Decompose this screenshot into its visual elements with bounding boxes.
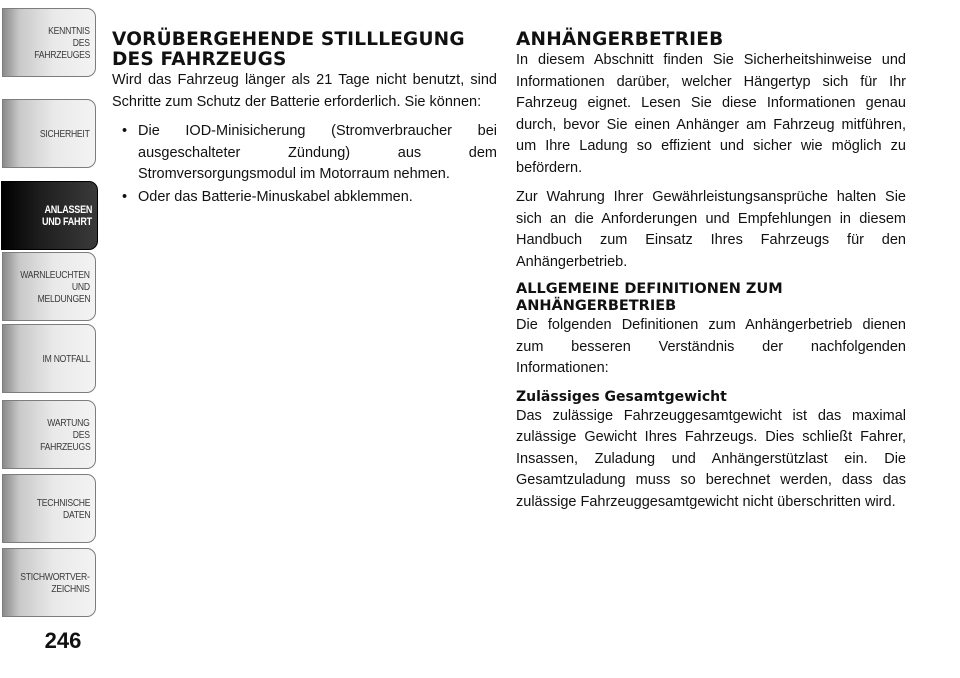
tab-kenntnis-des-fahrzeuges[interactable]: [2, 8, 96, 77]
tab-sicherheit[interactable]: [2, 99, 96, 168]
tab-label-line: FAHRZEUGES: [34, 48, 90, 61]
section-heading: ANHÄNGERBETRIEB: [516, 29, 724, 50]
tab-label-line: STICHWORTVER-: [20, 570, 90, 583]
paragraph: Das zulässige Fahrzeuggesamtgewicht ist das maximal zulässige Gewicht Ihres Fahrzeugs. Dies schließt Fahrer, Insassen, Zuladung und Anhängerstützlast ein. Die Gesamtzuladung muss so berechnet werden, dass das zulässige Fahrzeuggesamtgewicht nicht überschritten wird.: [516, 407, 906, 510]
paragraph: Zur Wahrung Ihrer Gewährleistungsansprüche halten Sie sich an die Anforderungen und Empfehlungen in diesem Handbuch zum Einsatz Ihres Fahrzeugs für den Anhängerbetrieb.: [516, 189, 906, 270]
tab-label-line: FAHRZEUGS: [39, 440, 90, 453]
tab-label-line: MELDUNGEN: [37, 292, 90, 305]
heading-line: DES FAHRZEUGS: [112, 49, 287, 70]
tab-anlassen-und-fahrt[interactable]: [1, 181, 98, 250]
bullet-list: [112, 121, 497, 208]
tab-label-line: UND: [72, 280, 90, 293]
page-number: 246: [44, 628, 82, 653]
paragraph: Die folgenden Definitionen zum Anhängerbetrieb dienen zum besseren Verständnis der nachfolgenden Informationen:: [516, 317, 906, 376]
tab-label-line: DES: [73, 36, 90, 49]
section-vorubergehende-stilllegung: [112, 30, 497, 209]
tab-label-line: DATEN: [62, 508, 90, 521]
tab-label-line: UND FAHRT: [42, 215, 92, 228]
chapter-tab-bar: [0, 0, 100, 600]
tab-label-line: TECHNISCHE: [36, 496, 90, 509]
subsubheading: Zulässiges Gesamtgewicht: [516, 388, 727, 405]
list-item: • Oder das Batterie-Minuskabel abklemmen.: [112, 187, 497, 209]
tab-label-line: ANLASSEN: [44, 203, 92, 216]
tab-technische-daten[interactable]: [2, 474, 96, 543]
tab-label-line: ZEICHNIS: [51, 582, 90, 595]
subheading: [516, 281, 906, 315]
tab-label-line: KENNTNIS: [48, 24, 90, 37]
subheading-line: ANHÄNGERBETRIEB: [516, 298, 677, 314]
intro-paragraph: Wird das Fahrzeug länger als 21 Tage nicht benutzt, sind Schritte zum Schutz der Batterie erforderlich. Sie können:: [112, 72, 497, 110]
tab-label-line: WARNLEUCHTEN: [20, 268, 90, 281]
tab-label-line: IM NOTFALL: [42, 352, 90, 365]
subheading-line: ALLGEMEINE DEFINITIONEN ZUM: [516, 281, 783, 297]
paragraph: In diesem Abschnitt finden Sie Sicherheitshinweise und Informationen darüber, welcher Hängertyp sich für Ihr Fahrzeug eignet. Lesen Sie diese Informationen genau durch, bevor Sie einen Anhänger am Fahrzeug mitführen, um Ihre Ladung so effizient und sicher wie möglich zu befördern.: [516, 52, 906, 176]
tab-warnleuchten-und-meldungen[interactable]: [2, 252, 96, 321]
tab-label-line: SICHERHEIT: [40, 127, 90, 140]
list-item: • Die IOD-Minisicherung (Stromverbraucher bei ausgeschalteter Zündung) aus dem Stromversorgungsmodul im Motorraum nehmen.: [112, 121, 497, 186]
section-heading: [112, 30, 497, 70]
tab-label-line: DES: [73, 428, 90, 441]
tab-label-line: WARTUNG: [47, 416, 90, 429]
tab-im-notfall[interactable]: [2, 324, 96, 393]
tab-wartung-des-fahrzeugs[interactable]: [2, 400, 96, 469]
heading-line: VORÜBERGEHENDE STILLLEGUNG: [112, 29, 465, 50]
tab-stichwortverzeichnis[interactable]: [2, 548, 96, 617]
section-anhaengerbetrieb: [516, 30, 906, 521]
